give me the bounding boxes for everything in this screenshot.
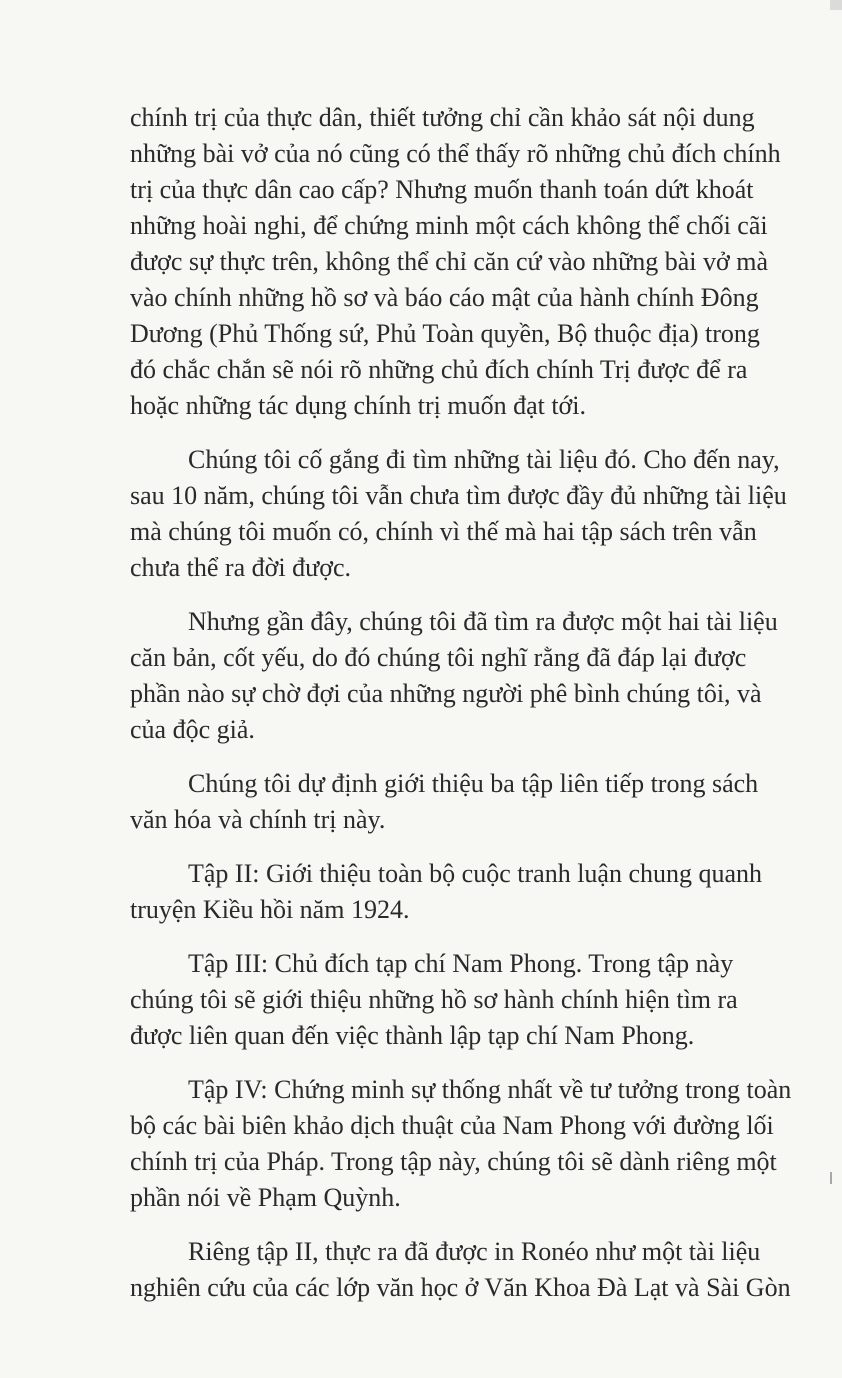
margin-tick-mark — [830, 1172, 832, 1184]
body-text — [130, 100, 792, 1324]
text-line: đó chắc chắn sẽ nói rõ những chủ đích chính Trị được để ra — [130, 355, 748, 384]
text-line: chính trị của Pháp. Trong tập này, chúng tôi sẽ dành riêng một — [130, 1147, 777, 1176]
text-line: sau 10 năm, chúng tôi vẫn chưa tìm được đầy đủ những tài liệu — [130, 481, 787, 510]
page-edge-mark — [830, 0, 842, 10]
text-line: Tập II: Giới thiệu toàn bộ cuộc tranh luận chung quanh — [188, 859, 763, 888]
paragraph-4 — [130, 766, 780, 838]
text-line: nghiên cứu của các lớp văn học ở Văn Khoa Đà Lạt và Sài Gòn — [130, 1273, 791, 1302]
text-line: Chúng tôi dự định giới thiệu ba tập liên tiếp trong sách — [188, 769, 759, 798]
text-line: phần nói về Phạm Quỳnh. — [130, 1183, 401, 1212]
paragraph-8 — [130, 1234, 791, 1306]
text-line: chúng tôi sẽ giới thiệu những hồ sơ hành chính hiện tìm ra — [130, 985, 738, 1014]
text-line: những bài vở của nó cũng có thể thấy rõ những chủ đích chính — [130, 139, 781, 168]
text-line: trị của thực dân cao cấp? Nhưng muốn thanh toán dứt khoát — [130, 175, 754, 204]
text-line: được liên quan đến việc thành lập tạp chí Nam Phong. — [130, 1021, 695, 1050]
text-line: Tập IV: Chứng minh sự thống nhất về tư tưởng trong toàn — [188, 1075, 792, 1104]
text-line: căn bản, cốt yếu, do đó chúng tôi nghĩ rằng đã đáp lại được — [130, 643, 747, 672]
text-line: văn hóa và chính trị này. — [130, 805, 386, 834]
text-line: của độc giả. — [130, 715, 255, 744]
text-line: bộ các bài biên khảo dịch thuật của Nam Phong với đường lối — [130, 1111, 774, 1140]
paragraph-7 — [130, 1072, 792, 1216]
text-line: Nhưng gần đây, chúng tôi đã tìm ra được một hai tài liệu — [188, 607, 778, 636]
text-line: Tập III: Chủ đích tạp chí Nam Phong. Trong tập này — [188, 949, 734, 978]
text-line: hoặc những tác dụng chính trị muốn đạt tới. — [130, 391, 587, 420]
paragraph-1 — [130, 100, 780, 424]
text-line: được sự thực trên, không thể chỉ căn cứ vào những bài vở mà — [130, 247, 769, 276]
text-line: truyện Kiều hồi năm 1924. — [130, 895, 410, 924]
text-line: những hoài nghi, để chứng minh một cách không thể chối cãi — [130, 211, 768, 240]
text-line: Chúng tôi cố gắng đi tìm những tài liệu đó. Cho đến nay, — [188, 445, 780, 474]
paragraph-3 — [130, 604, 780, 748]
paragraph-5 — [130, 856, 780, 928]
paragraph-2 — [130, 442, 787, 586]
text-line: mà chúng tôi muốn có, chính vì thế mà hai tập sách trên vẫn — [130, 517, 757, 546]
text-line: Dương (Phủ Thống sứ, Phủ Toàn quyền, Bộ thuộc địa) trong — [130, 319, 760, 348]
text-line: phần nào sự chờ đợi của những người phê bình chúng tôi, và — [130, 679, 762, 708]
text-line: vào chính những hồ sơ và báo cáo mật của hành chính Đông — [130, 283, 759, 312]
text-line: chính trị của thực dân, thiết tưởng chỉ cần khảo sát nội dung — [130, 103, 755, 132]
paragraph-6 — [130, 946, 780, 1054]
text-line: chưa thể ra đời được. — [130, 553, 351, 582]
text-line: Riêng tập II, thực ra đã được in Ronéo như một tài liệu — [188, 1237, 761, 1266]
